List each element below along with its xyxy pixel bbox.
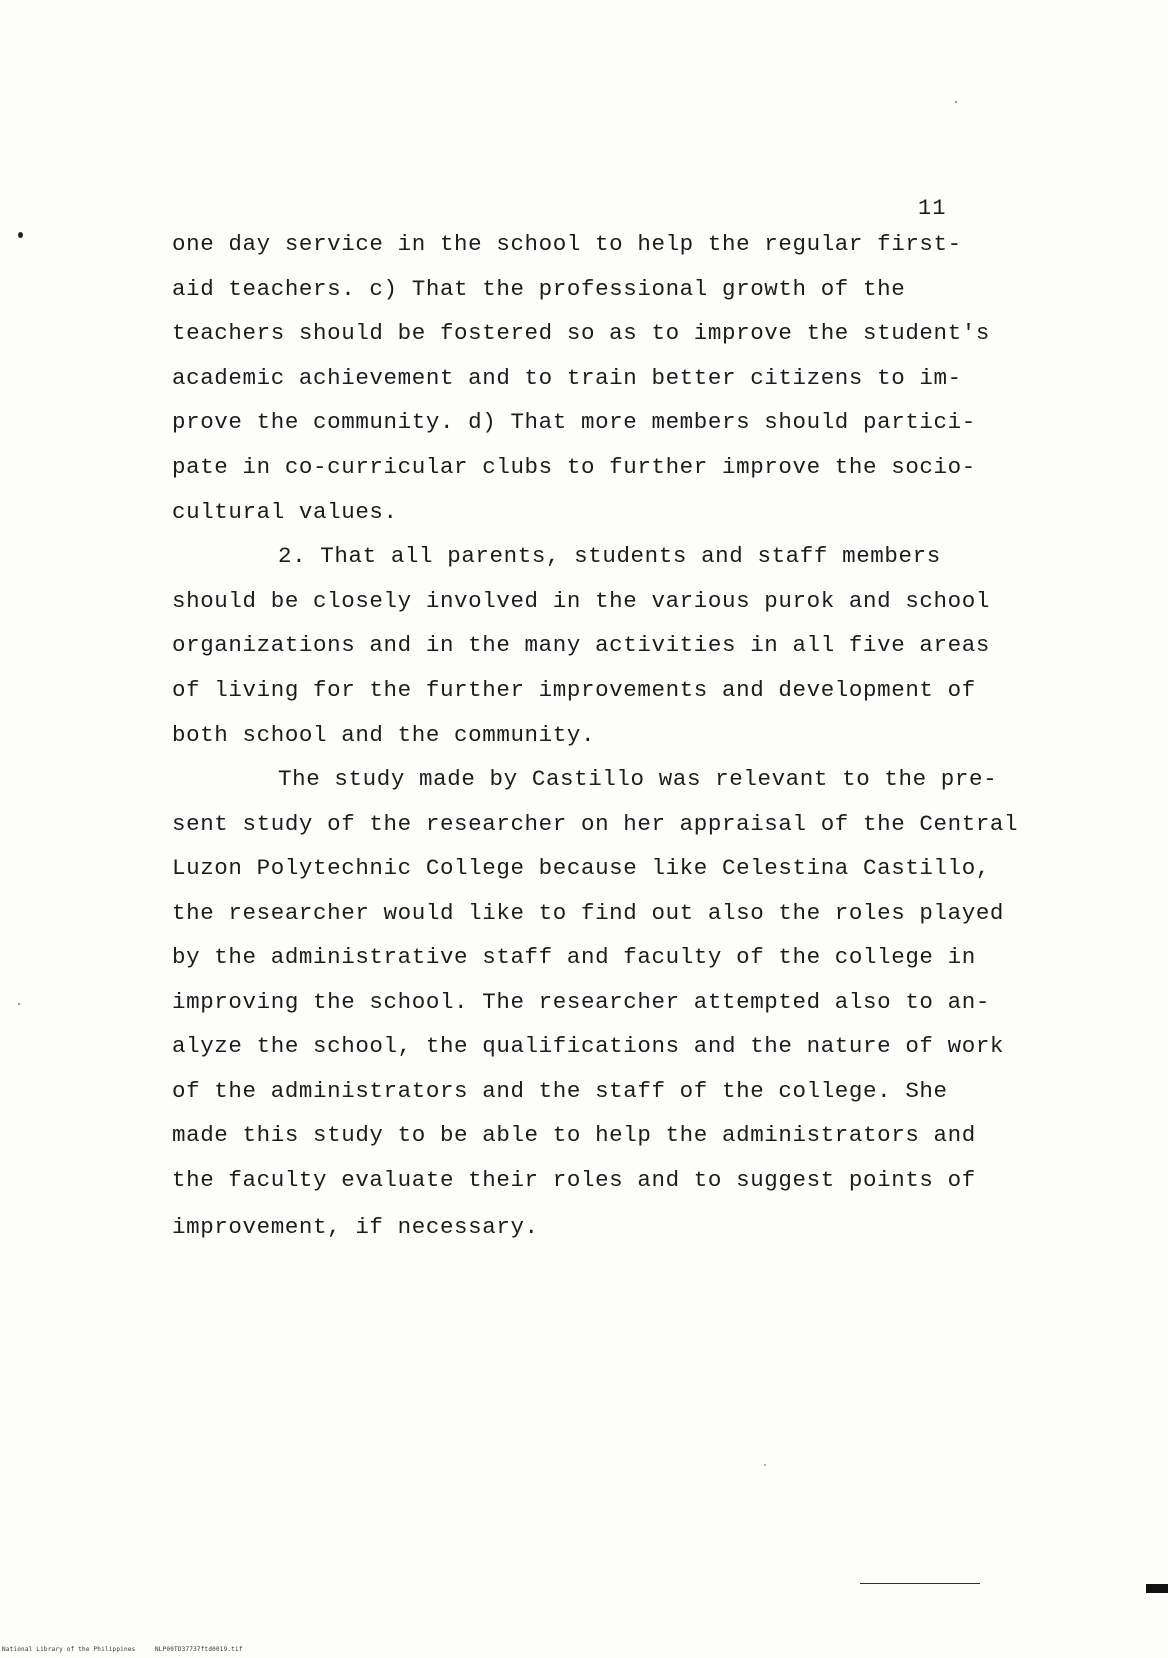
scan-line-artifact — [860, 1583, 980, 1584]
text-line-12: both school and the community. — [172, 722, 596, 748]
text-line-4: academic achievement and to train better citizens to im- — [172, 365, 962, 391]
text-line-23: improvement, if necessary. — [172, 1214, 539, 1240]
text-line-8: 2. That all parents, students and staff members — [278, 543, 941, 569]
text-line-18: improving the school. The researcher attempted also to an- — [172, 989, 990, 1015]
text-line-13: The study made by Castillo was relevant to the pre- — [278, 766, 998, 792]
scan-speck — [955, 101, 957, 103]
text-line-11: of living for the further improvements and development of — [172, 677, 976, 703]
text-line-3: teachers should be fostered so as to improve the student's — [172, 320, 990, 346]
text-line-5: prove the community. d) That more members should partici- — [172, 409, 976, 435]
text-line-6: pate in co-curricular clubs to further improve the socio- — [172, 454, 976, 480]
text-line-7: cultural values. — [172, 499, 398, 525]
scan-edge-mark — [1146, 1584, 1168, 1593]
text-line-20: of the administrators and the staff of the college. She — [172, 1078, 948, 1104]
text-line-17: by the administrative staff and faculty of the college in — [172, 944, 976, 970]
page-number: 11 — [918, 196, 947, 221]
text-line-10: organizations and in the many activities in all five areas — [172, 632, 990, 658]
margin-speck — [18, 232, 23, 238]
text-line-21: made this study to be able to help the administrators and — [172, 1122, 976, 1148]
text-line-22: the faculty evaluate their roles and to suggest points of — [172, 1167, 976, 1193]
text-line-2: aid teachers. c) That the professional growth of the — [172, 276, 906, 302]
text-line-1: one day service in the school to help the regular first- — [172, 231, 962, 257]
scan-speck — [18, 1003, 20, 1005]
text-line-16: the researcher would like to find out also the roles played — [172, 900, 1005, 926]
text-line-19: alyze the school, the qualifications and the nature of work — [172, 1033, 1005, 1059]
footer-source: National Library of the Philippines — [2, 1646, 136, 1653]
text-line-9: should be closely involved in the various purok and school — [172, 588, 990, 614]
footer-filename: NLP00TD37737ftd0019.tif — [155, 1646, 243, 1653]
text-line-15: Luzon Polytechnic College because like Celestina Castillo, — [172, 855, 990, 881]
text-line-14: sent study of the researcher on her appraisal of the Central — [172, 811, 1019, 837]
scan-speck — [764, 1464, 766, 1466]
